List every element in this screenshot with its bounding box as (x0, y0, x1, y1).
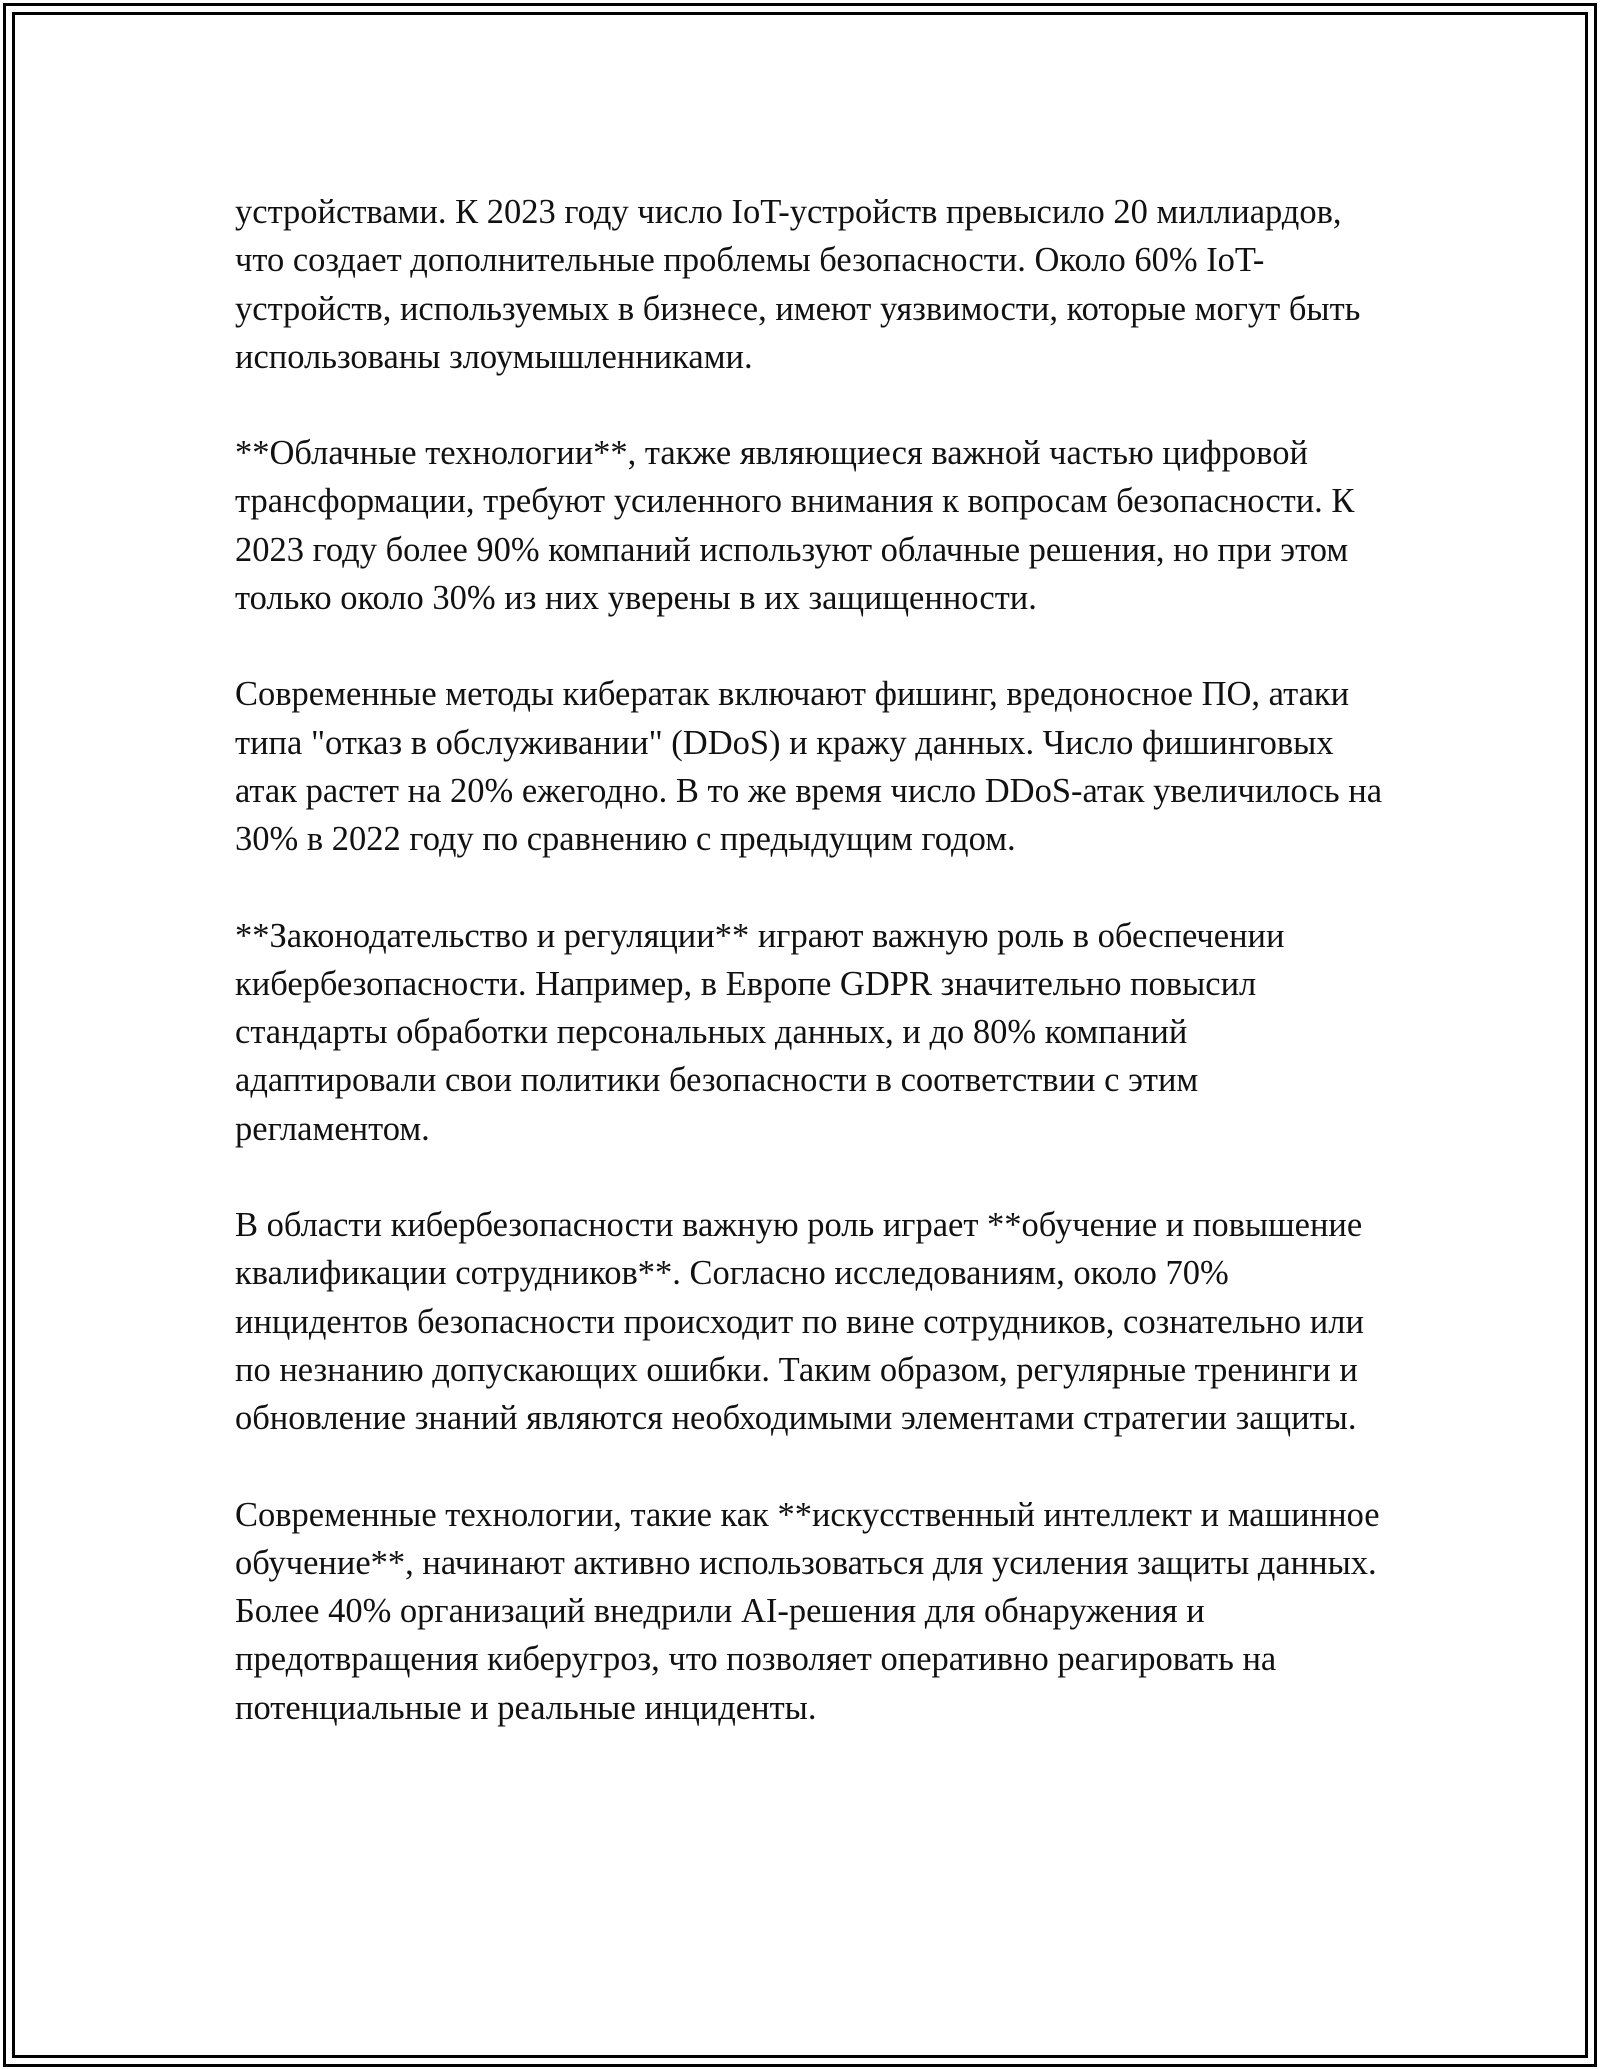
paragraph-attack-methods: Современные методы кибератак включают фишинг, вредоносное ПО, атаки типа "отказ в обслуживании" (DDoS) и кражу данных. Число фишинговых атак растет на 20% ежегодно. В то же время число DDoS-атак увеличилось на 30% в 2022 году по сравнению с предыдущим годом. (235, 675, 1383, 859)
paragraph-iot: устройствами. К 2023 году число IoT-устройств превысило 20 миллиардов, что создает дополнительные проблемы безопасности. Около 60% IoT-устройств, используемых в бизнесе, имеют уязвимости, которые могут быть использованы злоумышленниками. (235, 193, 1361, 376)
paragraph-cloud: **Облачные технологии**, также являющиеся важной частью цифровой трансформации, требуют усиленного внимания к вопросам безопасности. К 2023 году более 90% компаний используют облачные решения, но при этом только около 30% из них уверены в их защищенности. (235, 434, 1355, 618)
paragraph-training: В области кибербезопасности важную роль играет **обучение и повышение квалификации сотрудников**. Согласно исследованиям, около 70% инцидентов безопасности происходит по вине сотрудников, сознательно или по незнанию допускающих ошибки. Таким образом, регулярные тренинги и обновление знаний являются необходимыми элементами стратегии защиты. (235, 1206, 1364, 1438)
paragraph-ai: Современные технологии, такие как **искусственный интеллект и машинное обучение**, начинают активно использоваться для усиления защиты данных. Более 40% организаций внедрили AI-решения для обнаружения и предотвращения киберугроз, что позволяет оперативно реагировать на потенциальные и реальные инциденты. (235, 1495, 1380, 1727)
document-body (235, 188, 1385, 1780)
paragraph-legislation: **Законодательство и регуляции** играют важную роль в обеспечении кибербезопасности. Например, в Европе GDPR значительно повысил стандарты обработки персональных данных, и до 80% компаний адаптировали свои политики безопасности в соответствии с этим регламентом. (235, 916, 1285, 1148)
